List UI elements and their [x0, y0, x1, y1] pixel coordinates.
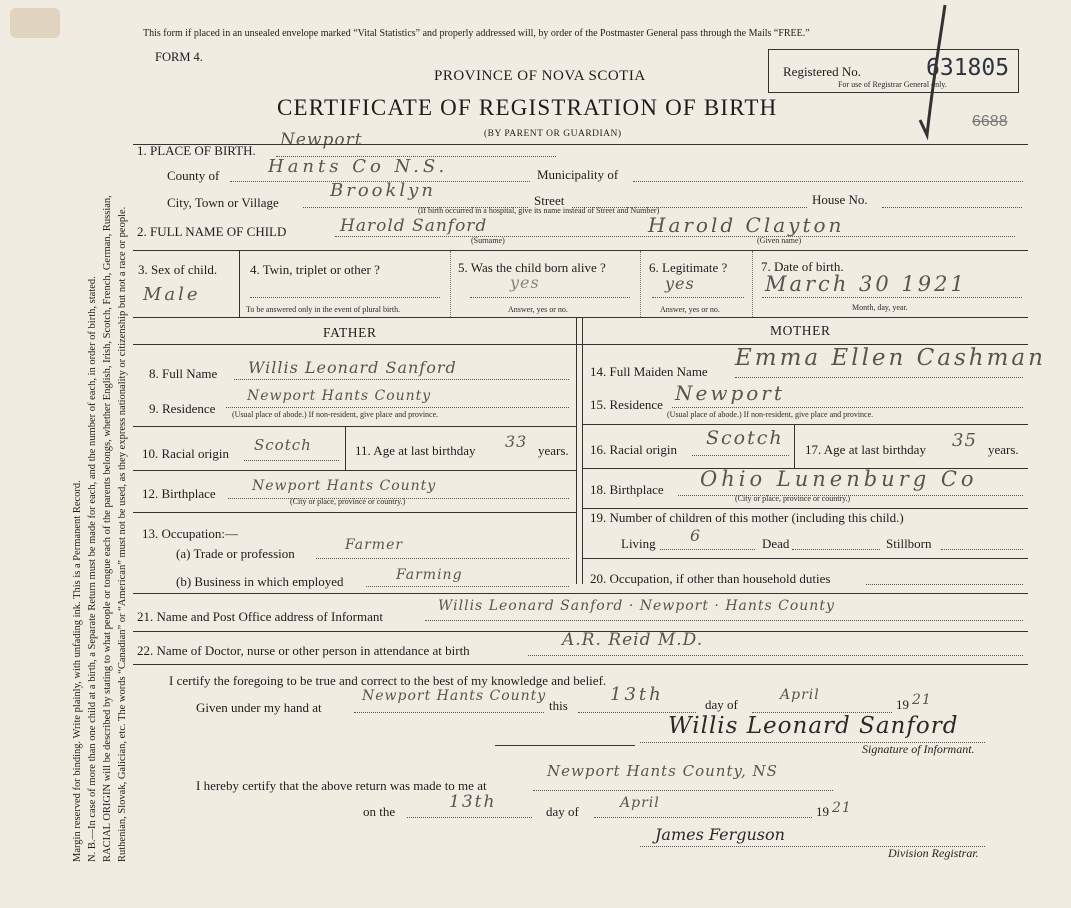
mother-birthplace-line [678, 495, 1023, 496]
rule-after-doctor [133, 664, 1028, 665]
father-birthplace-note: (City or place, province or country.) [290, 497, 406, 506]
rule-parents-divider-b [582, 318, 583, 584]
municipality-line [633, 181, 1023, 182]
rule-v3 [640, 251, 641, 317]
father-business-label: (b) Business in which employed [176, 574, 344, 589]
doctor-value: A.R. Reid M.D. [562, 630, 704, 650]
father-residence-note: (Usual place of abode.) If non-resident, give place and province. [232, 410, 439, 419]
father-racial-line [244, 460, 339, 461]
municipality-label: Municipality of [537, 167, 619, 182]
given-place-line [354, 712, 544, 713]
registrar-month-value: April [620, 795, 660, 811]
registered-number-label: Registered No. [783, 64, 861, 79]
father-heading: FATHER [323, 325, 377, 340]
date-of-birth-note: Month, day, year. [852, 303, 908, 312]
father-occupation-label: 13. Occupation:— [142, 526, 239, 541]
informant-signature: Willis Leonard Sanford [668, 713, 959, 739]
child-name-label: 2. FULL NAME OF CHILD [137, 224, 287, 239]
rule-after-name [133, 250, 1028, 251]
given-year-value: 21 [912, 692, 932, 708]
mother-birthplace-label: 18. Birthplace [590, 482, 664, 497]
registrar-day-line [407, 817, 532, 818]
legitimate-line [652, 297, 744, 298]
mother-age-label: 17. Age at last birthday [805, 442, 926, 457]
twin-note: To be answered only in the event of plural birth. [246, 305, 401, 314]
mother-heading: MOTHER [770, 323, 831, 338]
certificate-title: CERTIFICATE OF REGISTRATION OF BIRTH [277, 95, 778, 120]
dead-label: Dead [762, 536, 790, 551]
margin-note-racial-origin-cont: Ruthenian, Slovak, Galician, etc. The words “Canadian” or “American” must not be used, as they express nationality or citizenship but not a race or people. [117, 206, 128, 862]
registrar-on-label: on the [363, 804, 396, 819]
father-residence-line [226, 407, 569, 408]
mother-racial-label: 16. Racial origin [590, 442, 678, 457]
registrar-statement: I hereby certify that the above return was made to me at [196, 778, 487, 793]
corner-stamp-number: 6688 [972, 113, 1008, 130]
legitimate-label: 6. Legitimate ? [649, 260, 728, 275]
rule-mother-3 [583, 508, 1028, 509]
mother-name-value: Emma Ellen Cashman [735, 345, 1046, 371]
father-trade-value: Farmer [345, 537, 404, 553]
county-value: Hants Co N.S. [268, 156, 449, 177]
child-surname-value: Harold Sanford [340, 216, 488, 236]
stillborn-label: Stillborn [886, 536, 932, 551]
registrar-place-line [533, 790, 833, 791]
registrar-place-value: Newport Hants County, NS [547, 762, 778, 780]
mother-birthplace-value: Ohio Lunenburg Co [700, 467, 978, 491]
father-age-unit: years. [538, 443, 569, 458]
informant-value: Willis Leonard Sanford · Newport · Hants County [438, 598, 835, 614]
given-day-of-label: day of [705, 697, 738, 712]
mother-racial-line [692, 455, 789, 456]
margin-stain [10, 8, 60, 38]
father-age-value: 33 [505, 432, 528, 451]
father-birthplace-value: Newport Hants County [252, 478, 437, 494]
father-name-line [234, 379, 569, 380]
form-number: FORM 4. [155, 50, 203, 64]
alive-line [470, 297, 630, 298]
given-place-value: Newport Hants County [362, 688, 547, 704]
given-name-caption: (Given name) [757, 236, 802, 245]
registrar-caption: Division Registrar. [888, 846, 979, 860]
rule-mother-4 [583, 558, 1028, 559]
living-value: 6 [690, 526, 702, 545]
father-racial-value: Scotch [254, 436, 312, 454]
father-birthplace-label: 12. Birthplace [142, 486, 216, 501]
street-label: Street [534, 193, 565, 208]
this-label: this [549, 698, 568, 713]
place-of-birth-value: Newport [280, 130, 363, 150]
father-business-line [366, 586, 569, 587]
father-residence-label: 9. Residence [149, 401, 216, 416]
surname-caption: (Surname) [471, 236, 505, 245]
rule-mother-age [794, 425, 795, 468]
mother-name-label: 14. Full Maiden Name [590, 364, 708, 379]
rule-father-3 [133, 512, 576, 513]
registrar-day-of-label: day of [546, 804, 579, 819]
registrar-year-value: 21 [832, 800, 852, 816]
legitimate-note: Answer, yes or no. [660, 305, 720, 314]
date-of-birth-line [762, 297, 1022, 298]
sex-value: Male [143, 284, 201, 305]
dead-line [792, 549, 880, 550]
mother-racial-value: Scotch [706, 427, 784, 449]
mother-name-line [735, 377, 1023, 378]
given-year-prefix: 19 [896, 697, 909, 712]
alive-note: Answer, yes or no. [508, 305, 568, 314]
rule-father-1 [133, 426, 576, 427]
alive-label: 5. Was the child born alive ? [458, 260, 606, 275]
child-given-name-value: Harold Clayton [648, 213, 845, 237]
rule-top [133, 144, 1028, 145]
signature-caption: Signature of Informant. [862, 742, 975, 756]
child-name-line [335, 236, 1015, 237]
living-line [660, 549, 755, 550]
informant-line [425, 620, 1023, 621]
legitimate-value: yes [665, 274, 695, 293]
father-residence-value: Newport Hants County [247, 388, 432, 404]
mother-residence-line [672, 407, 1023, 408]
father-business-value: Farming [396, 567, 463, 583]
rule-v1 [239, 251, 240, 317]
mother-birthplace-note: (City or place, province or country.) [735, 494, 851, 503]
date-of-birth-value: March 30 1921 [765, 272, 967, 296]
rule-father-2 [133, 470, 576, 471]
house-number-label: House No. [812, 192, 868, 207]
father-name-value: Willis Leonard Sanford [248, 358, 457, 377]
mother-age-unit: years. [988, 442, 1019, 457]
father-age-label: 11. Age at last birthday [355, 443, 476, 458]
check-mark-icon [905, 0, 965, 145]
mother-residence-value: Newport [675, 381, 785, 405]
province-heading: PROVINCE OF NOVA SCOTIA [434, 68, 646, 84]
margin-note-multiple-births: N. B.—In case of more than one child at a birth, a Separate Return must be made for each, and the number of each, in order of birth, stated. [87, 276, 98, 862]
certify-statement: I certify the foregoing to be true and correct to the best of my knowledge and belief. [169, 673, 607, 688]
rule-v4 [752, 251, 753, 317]
rule-mother-1 [583, 424, 1028, 425]
stillborn-line [941, 549, 1023, 550]
signature-left-line [495, 745, 635, 746]
city-label: City, Town or Village [167, 195, 279, 210]
father-trade-line [316, 558, 569, 559]
margin-note-binding: Margin reserved for binding. Write plainly, with unfading ink. This is a Permanent Record. [72, 480, 83, 862]
informant-label: 21. Name and Post Office address of Informant [137, 609, 383, 624]
hospital-note: (If birth occurred in a hospital, give its name instead of Street and Number) [418, 206, 660, 215]
rule-v2 [450, 251, 451, 317]
rule-after-details [133, 317, 1028, 318]
father-trade-label: (a) Trade or profession [176, 546, 295, 561]
doctor-label: 22. Name of Doctor, nurse or other person in attendance at birth [137, 643, 470, 658]
father-racial-label: 10. Racial origin [142, 446, 230, 461]
mother-residence-label: 15. Residence [590, 397, 663, 412]
twin-label: 4. Twin, triplet or other ? [250, 262, 380, 277]
mother-residence-note: (Usual place of abode.) If non-resident, give place and province. [667, 410, 874, 419]
registrar-signature: James Ferguson [655, 825, 785, 844]
given-under-hand-label: Given under my hand at [196, 700, 322, 715]
margin-note-racial-origin: RACIAL ORIGIN will be described by stating to what people or tongue each of the parents belongs, whether English, Irish, Scotch, French, German, Russian, [102, 195, 113, 862]
house-number-line [882, 207, 1022, 208]
registrar-year-prefix: 19 [816, 804, 829, 819]
county-label: County of [167, 168, 220, 183]
mother-occupation-label: 20. Occupation, if other than household duties [590, 571, 831, 586]
mother-age-value: 35 [952, 430, 977, 451]
mother-children-label: 19. Number of children of this mother (including this child.) [590, 510, 904, 525]
certificate-subtitle: (BY PARENT OR GUARDIAN) [484, 129, 622, 139]
twin-line [250, 297, 440, 298]
city-value: Brooklyn [330, 180, 436, 201]
doctor-line [528, 655, 1023, 656]
rule-father-age [345, 427, 346, 470]
registrar-day-value: 13th [449, 792, 497, 812]
rule-parents-divider-a [576, 318, 577, 584]
alive-value: yes [510, 273, 540, 292]
rule-after-parents [133, 593, 1028, 594]
registrar-use-note: For use of Registrar General only. [838, 80, 947, 89]
mail-notice: This form if placed in an unsealed envelope marked “Vital Statistics” and properly addressed will, by order of the Postmaster General pass through the Mails “FREE.” [143, 28, 810, 39]
given-day-value: 13th [610, 684, 664, 705]
date-of-birth-label: 7. Date of birth. [761, 259, 844, 274]
living-label: Living [621, 536, 656, 551]
sex-label: 3. Sex of child. [138, 262, 218, 277]
registered-number-value: 631805 [926, 55, 1010, 81]
registrar-month-line [594, 817, 812, 818]
given-month-value: April [780, 687, 820, 703]
mother-occupation-line [866, 584, 1023, 585]
place-of-birth-label: 1. PLACE OF BIRTH. [137, 143, 256, 158]
father-name-label: 8. Full Name [149, 366, 218, 381]
